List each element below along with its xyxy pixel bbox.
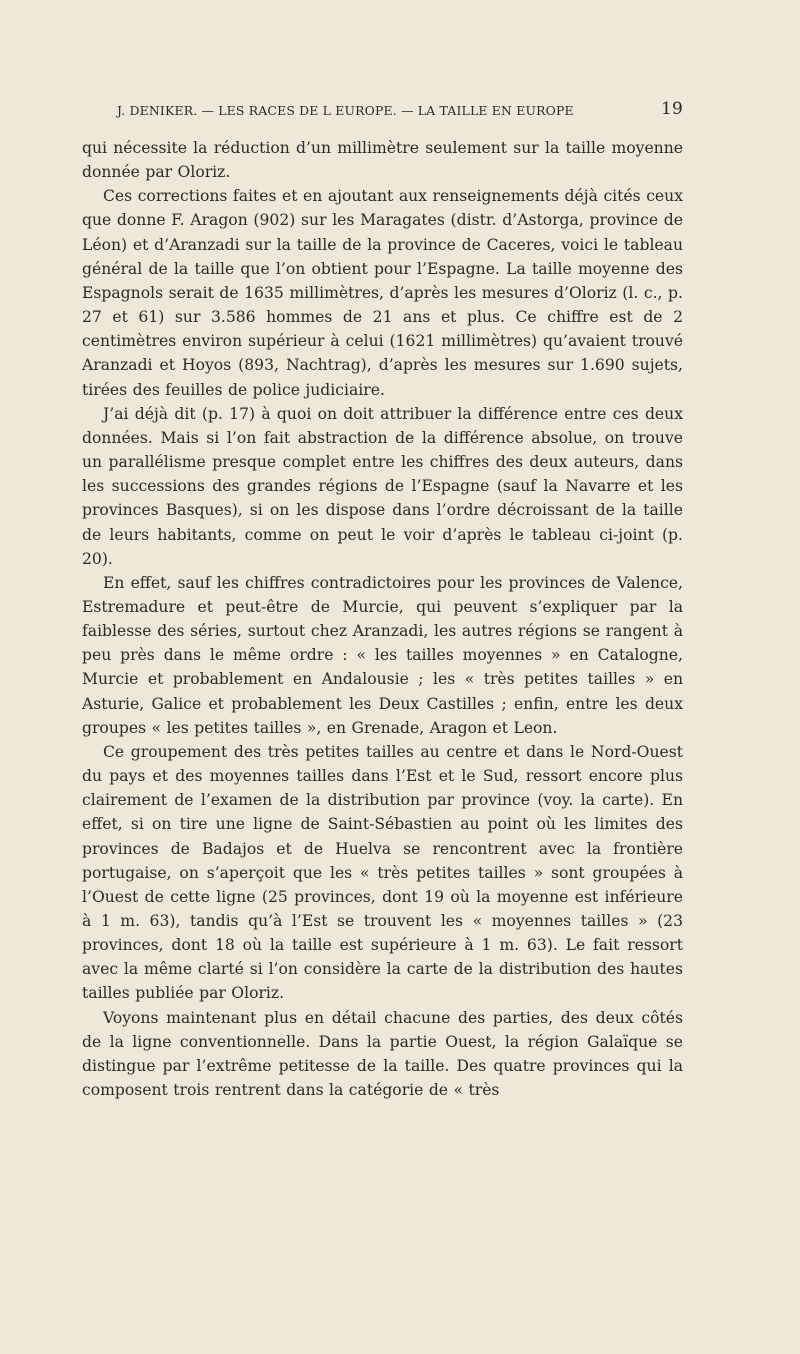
running-title: J. DENIKER. — LES RACES DE L EUROPE. — LA TAILLE EN EUROPE [117,103,574,118]
page-number: 19 [660,99,683,119]
paragraph: En effet, sauf les chiffres contradictoires pour les provinces de Valence, Estremadure et peut-être de Murcie, qui peuvent s’expliquer par la faiblesse des séries, surtout chez Aranzadi, les autres régions se rangent à peu près dans le même ordre : « les tailles moyennes » en Catalogne, Murcie et probablement en Andalousie ; les « très petites tailles » en Asturie, Galice et probablement les Deux Castilles ; enfin, entre les deux groupes « les petites tailles », en Grenade, Aragon et Leon. [82,573,683,737]
paragraph: J’ai déjà dit (p. 17) à quoi on doit attribuer la différence entre ces deux données. Mais si l’on fait abstraction de la différence absolue, on trouve un parallélisme presque complet entre les chiffres des deux auteurs, dans les successions des grandes régions de l’Espagne (sauf la Navarre et les provinces Basques), si on les dispose dans l’ordre décroissant de la taille de leurs habitants, comme on peut le voir d’après le tableau ci-joint (p. 20). [82,404,683,568]
body-text [82,136,683,1102]
running-header [117,99,683,119]
paragraph: Ces corrections faites et en ajoutant aux renseignements déjà cités ceux que donne F. Aragon (902) sur les Maragates (distr. d’Astorga, province de Léon) et d’Aranzadi sur la taille de la province de Caceres, voici le tableau général de la taille que l’on obtient pour l’Espagne. La taille moyenne des Espagnols serait de 1635 millimètres, d’après les mesures d’Oloriz (l. c., p. 27 et 61) sur 3.586 hommes de 21 ans et plus. Ce chiffre est de 2 centimètres environ supérieur à celui (1621 millimètres) qu’avaient trouvé Aranzadi et Hoyos (893, Nachtrag), d’après les mesures sur 1.690 sujets, tirées des feuilles de police judiciaire. [82,187,683,399]
paragraph: qui nécessite la réduction d’un millimètre seulement sur la taille moyenne donnée par Oloriz. [82,139,683,182]
paragraph: Ce groupement des très petites tailles au centre et dans le Nord-Ouest du pays et des moyennes tailles dans l’Est et le Sud, ressort encore plus clairement de l’examen de la distribution par province (voy. la carte). En effet, si on tire une ligne de Saint-Sébastien au point où les limites des provinces de Badajos et de Huelva se rencontrent avec la frontière portugaise, on s’aperçoit que les « très petites tailles » sont groupées à l’Ouest de cette ligne (25 provinces, dont 19 où la moyenne est inférieure à 1 m. 63), tandis qu’à l’Est se trouvent les « moyennes tailles » (23 provinces, dont 18 où la taille est supérieure à 1 m. 63). Le fait ressort avec la même clarté si l’on considère la carte de la distribution des hautes tailles publiée par Oloriz. [82,742,683,1003]
paragraph: Voyons maintenant plus en détail chacune des parties, des deux côtés de la ligne conventionnelle. Dans la partie Ouest, la région Galaïque se distingue par l’extrême petitesse de la taille. Des quatre provinces qui la composent trois rentrent dans la catégorie de « très [82,1008,683,1100]
